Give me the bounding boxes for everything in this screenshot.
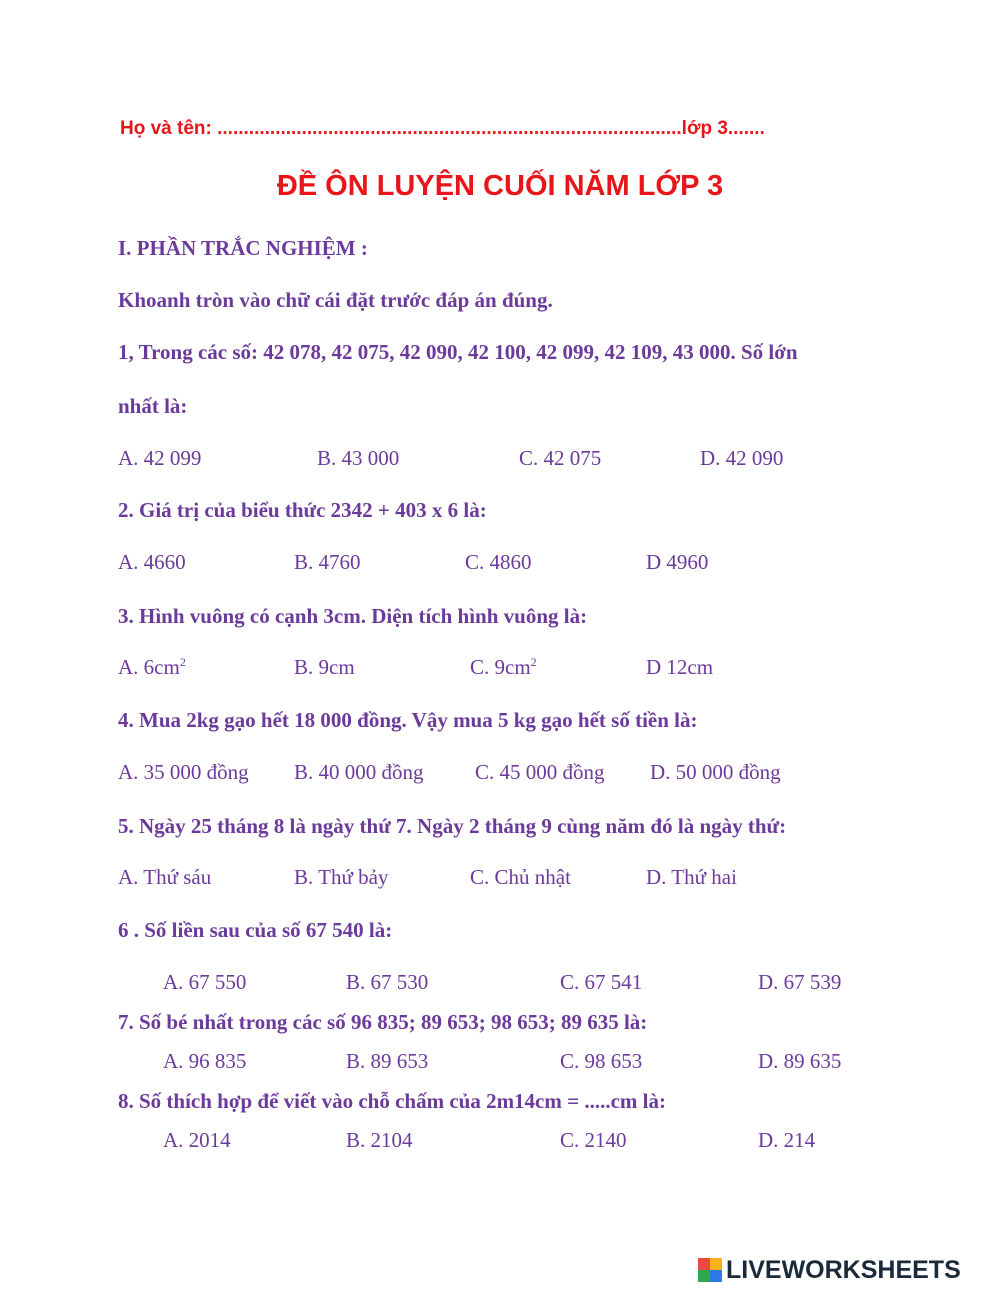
q2-option-b[interactable]: B. 4760 xyxy=(294,550,361,574)
q7-option-b[interactable]: B. 89 653 xyxy=(346,1049,429,1073)
q4-option-b[interactable]: B. 40 000 đồng xyxy=(294,760,424,784)
liveworksheets-logo-text: LIVEWORKSHEETS xyxy=(726,1255,961,1284)
q2-option-d[interactable]: D 4960 xyxy=(646,550,709,574)
logo-square-2 xyxy=(710,1258,722,1270)
q1-option-a[interactable]: A. 42 099 xyxy=(118,446,202,470)
question-4-text: 4. Mua 2kg gạo hết 18 000 đồng. Vậy mua 5 kg gạo hết số tiền là: xyxy=(118,708,698,732)
q6-option-d[interactable]: D. 67 539 xyxy=(758,970,842,994)
question-5-text: 5. Ngày 25 tháng 8 là ngày thứ 7. Ngày 2 tháng 9 cùng năm đó là ngày thứ: xyxy=(118,814,787,838)
q4-option-c[interactable]: C. 45 000 đồng xyxy=(475,760,605,784)
logo-square-4 xyxy=(710,1270,722,1282)
q3-option-a-exponent: 2 xyxy=(179,655,186,669)
question-3-text: 3. Hình vuông có cạnh 3cm. Diện tích hình vuông là: xyxy=(118,604,588,628)
liveworksheets-logo-icon xyxy=(698,1258,722,1282)
question-8-text: 8. Số thích hợp để viết vào chỗ chấm của 2m14cm = .....cm là: xyxy=(118,1089,666,1113)
question-1-text-cont: nhất là: xyxy=(118,394,188,418)
section-heading: I. PHẦN TRẮC NGHIỆM : xyxy=(118,236,368,260)
q3-option-c[interactable] xyxy=(470,655,537,680)
q3-option-d[interactable]: D 12cm xyxy=(646,655,714,679)
page-title: ĐỀ ÔN LUYỆN CUỐI NĂM LỚP 3 xyxy=(276,170,724,202)
question-6-text: 6 . Số liền sau của số 67 540 là: xyxy=(118,918,393,942)
q1-option-c[interactable]: C. 42 075 xyxy=(519,446,602,470)
q1-option-d[interactable]: D. 42 090 xyxy=(700,446,784,470)
q6-option-a[interactable]: A. 67 550 xyxy=(163,970,247,994)
q6-option-b[interactable]: B. 67 530 xyxy=(346,970,429,994)
q5-option-b[interactable]: B. Thứ bảy xyxy=(294,865,389,889)
q4-option-a[interactable]: A. 35 000 đồng xyxy=(118,760,249,784)
q3-option-a-label: A. 6cm xyxy=(118,655,180,679)
q7-option-a[interactable]: A. 96 835 xyxy=(163,1049,247,1073)
q5-option-a[interactable]: A. Thứ sáu xyxy=(118,865,212,889)
question-2-text: 2. Giá trị của biểu thức 2342 + 403 x 6 là: xyxy=(118,498,487,522)
student-name-line: Họ và tên: ........................................................................................lớp 3....... xyxy=(120,118,765,139)
q3-option-a[interactable] xyxy=(118,655,186,680)
q3-option-c-label: C. 9cm xyxy=(470,655,531,679)
q5-option-d[interactable]: D. Thứ hai xyxy=(646,865,737,889)
q7-option-c[interactable]: C. 98 653 xyxy=(560,1049,643,1073)
q2-option-a[interactable]: A. 4660 xyxy=(118,550,186,574)
q8-option-d[interactable]: D. 214 xyxy=(758,1128,816,1152)
q4-option-d[interactable]: D. 50 000 đồng xyxy=(650,760,781,784)
q1-option-b[interactable]: B. 43 000 xyxy=(317,446,400,470)
instruction-text: Khoanh tròn vào chữ cái đặt trước đáp án đúng. xyxy=(118,288,553,312)
q3-option-c-exponent: 2 xyxy=(530,655,537,669)
q3-option-b[interactable]: B. 9cm xyxy=(294,655,355,679)
q8-option-b[interactable]: B. 2104 xyxy=(346,1128,413,1152)
q7-option-d[interactable]: D. 89 635 xyxy=(758,1049,842,1073)
q6-option-c[interactable]: C. 67 541 xyxy=(560,970,643,994)
q2-option-c[interactable]: C. 4860 xyxy=(465,550,532,574)
question-7-text: 7. Số bé nhất trong các số 96 835; 89 653; 98 653; 89 635 là: xyxy=(118,1010,648,1034)
q5-option-c[interactable]: C. Chủ nhật xyxy=(470,865,571,889)
liveworksheets-logo[interactable] xyxy=(698,1255,961,1285)
q8-option-c[interactable]: C. 2140 xyxy=(560,1128,627,1152)
q8-option-a[interactable]: A. 2014 xyxy=(163,1128,231,1152)
logo-square-3 xyxy=(698,1270,710,1282)
logo-square-1 xyxy=(698,1258,710,1270)
question-1-text: 1, Trong các số: 42 078, 42 075, 42 090, 42 100, 42 099, 42 109, 43 000. Số lớn xyxy=(118,340,798,364)
